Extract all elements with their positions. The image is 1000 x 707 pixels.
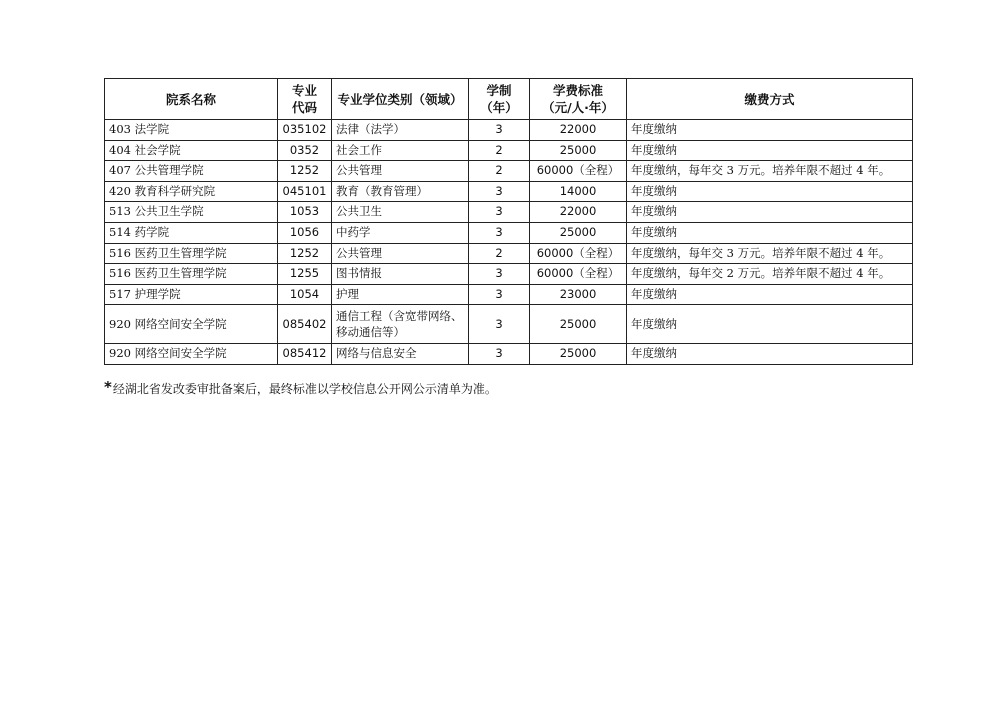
cell-category: 通信工程（含宽带网络、移动通信等） bbox=[332, 305, 469, 344]
cell-years: 3 bbox=[469, 120, 530, 141]
cell-years: 3 bbox=[469, 264, 530, 285]
cell-fee: 60000（全程） bbox=[530, 161, 627, 182]
table-header-row bbox=[105, 79, 913, 120]
cell-code: 1054 bbox=[278, 284, 332, 305]
header-years: 学制 （年） bbox=[469, 79, 530, 120]
cell-dept: 404 社会学院 bbox=[105, 140, 278, 161]
cell-years: 2 bbox=[469, 140, 530, 161]
cell-payment: 年度缴纳 bbox=[627, 202, 913, 223]
cell-code: 045101 bbox=[278, 181, 332, 202]
cell-dept: 513 公共卫生学院 bbox=[105, 202, 278, 223]
footnote-marker: * bbox=[104, 378, 112, 396]
cell-code: 1053 bbox=[278, 202, 332, 223]
table-row bbox=[105, 202, 913, 223]
cell-years: 2 bbox=[469, 161, 530, 182]
cell-category: 图书情报 bbox=[332, 264, 469, 285]
cell-payment: 年度缴纳 bbox=[627, 284, 913, 305]
cell-fee: 60000（全程） bbox=[530, 243, 627, 264]
cell-fee: 22000 bbox=[530, 120, 627, 141]
cell-fee: 23000 bbox=[530, 284, 627, 305]
cell-fee: 60000（全程） bbox=[530, 264, 627, 285]
cell-category: 法律（法学） bbox=[332, 120, 469, 141]
cell-category: 公共卫生 bbox=[332, 202, 469, 223]
cell-code: 1252 bbox=[278, 161, 332, 182]
cell-fee: 14000 bbox=[530, 181, 627, 202]
cell-years: 3 bbox=[469, 202, 530, 223]
cell-fee: 25000 bbox=[530, 222, 627, 243]
cell-dept: 403 法学院 bbox=[105, 120, 278, 141]
cell-payment: 年度缴纳，每年交 3 万元。培养年限不超过 4 年。 bbox=[627, 161, 913, 182]
cell-payment: 年度缴纳 bbox=[627, 222, 913, 243]
cell-years: 3 bbox=[469, 305, 530, 344]
cell-category: 护理 bbox=[332, 284, 469, 305]
cell-years: 3 bbox=[469, 344, 530, 365]
cell-code: 1252 bbox=[278, 243, 332, 264]
table-row bbox=[105, 120, 913, 141]
header-category: 专业学位类别（领域） bbox=[332, 79, 469, 120]
header-payment: 缴费方式 bbox=[627, 79, 913, 120]
cell-category: 中药学 bbox=[332, 222, 469, 243]
header-dept: 院系名称 bbox=[105, 79, 278, 120]
cell-dept: 517 护理学院 bbox=[105, 284, 278, 305]
cell-category: 教育（教育管理） bbox=[332, 181, 469, 202]
cell-code: 1056 bbox=[278, 222, 332, 243]
table-row bbox=[105, 243, 913, 264]
cell-years: 2 bbox=[469, 243, 530, 264]
cell-category: 网络与信息安全 bbox=[332, 344, 469, 365]
cell-years: 3 bbox=[469, 222, 530, 243]
cell-dept: 920 网络空间安全学院 bbox=[105, 344, 278, 365]
cell-dept: 516 医药卫生管理学院 bbox=[105, 243, 278, 264]
header-code: 专业 代码 bbox=[278, 79, 332, 120]
cell-years: 3 bbox=[469, 181, 530, 202]
cell-category: 公共管理 bbox=[332, 161, 469, 182]
table-row bbox=[105, 140, 913, 161]
cell-payment: 年度缴纳 bbox=[627, 140, 913, 161]
footnote bbox=[104, 378, 497, 397]
tuition-fee-table bbox=[104, 78, 913, 365]
cell-dept: 514 药学院 bbox=[105, 222, 278, 243]
header-fee: 学费标准 （元/人·年） bbox=[530, 79, 627, 120]
cell-payment: 年度缴纳，每年交 3 万元。培养年限不超过 4 年。 bbox=[627, 243, 913, 264]
cell-payment: 年度缴纳 bbox=[627, 305, 913, 344]
cell-code: 0352 bbox=[278, 140, 332, 161]
table-row bbox=[105, 181, 913, 202]
table-row bbox=[105, 161, 913, 182]
cell-category: 社会工作 bbox=[332, 140, 469, 161]
cell-fee: 25000 bbox=[530, 305, 627, 344]
cell-payment: 年度缴纳 bbox=[627, 344, 913, 365]
cell-fee: 25000 bbox=[530, 344, 627, 365]
table-row bbox=[105, 344, 913, 365]
cell-fee: 22000 bbox=[530, 202, 627, 223]
cell-dept: 407 公共管理学院 bbox=[105, 161, 278, 182]
cell-code: 085412 bbox=[278, 344, 332, 365]
cell-years: 3 bbox=[469, 284, 530, 305]
cell-dept: 420 教育科学研究院 bbox=[105, 181, 278, 202]
cell-dept: 516 医药卫生管理学院 bbox=[105, 264, 278, 285]
table-row bbox=[105, 222, 913, 243]
cell-payment: 年度缴纳 bbox=[627, 120, 913, 141]
cell-payment: 年度缴纳 bbox=[627, 181, 913, 202]
cell-category: 公共管理 bbox=[332, 243, 469, 264]
cell-dept: 920 网络空间安全学院 bbox=[105, 305, 278, 344]
table-row bbox=[105, 264, 913, 285]
footnote-text: 经湖北省发改委审批备案后，最终标准以学校信息公开网公示清单为准。 bbox=[112, 382, 497, 396]
cell-payment: 年度缴纳，每年交 2 万元。培养年限不超过 4 年。 bbox=[627, 264, 913, 285]
cell-code: 035102 bbox=[278, 120, 332, 141]
cell-fee: 25000 bbox=[530, 140, 627, 161]
cell-code: 085402 bbox=[278, 305, 332, 344]
cell-code: 1255 bbox=[278, 264, 332, 285]
table-row bbox=[105, 284, 913, 305]
table-row bbox=[105, 305, 913, 344]
